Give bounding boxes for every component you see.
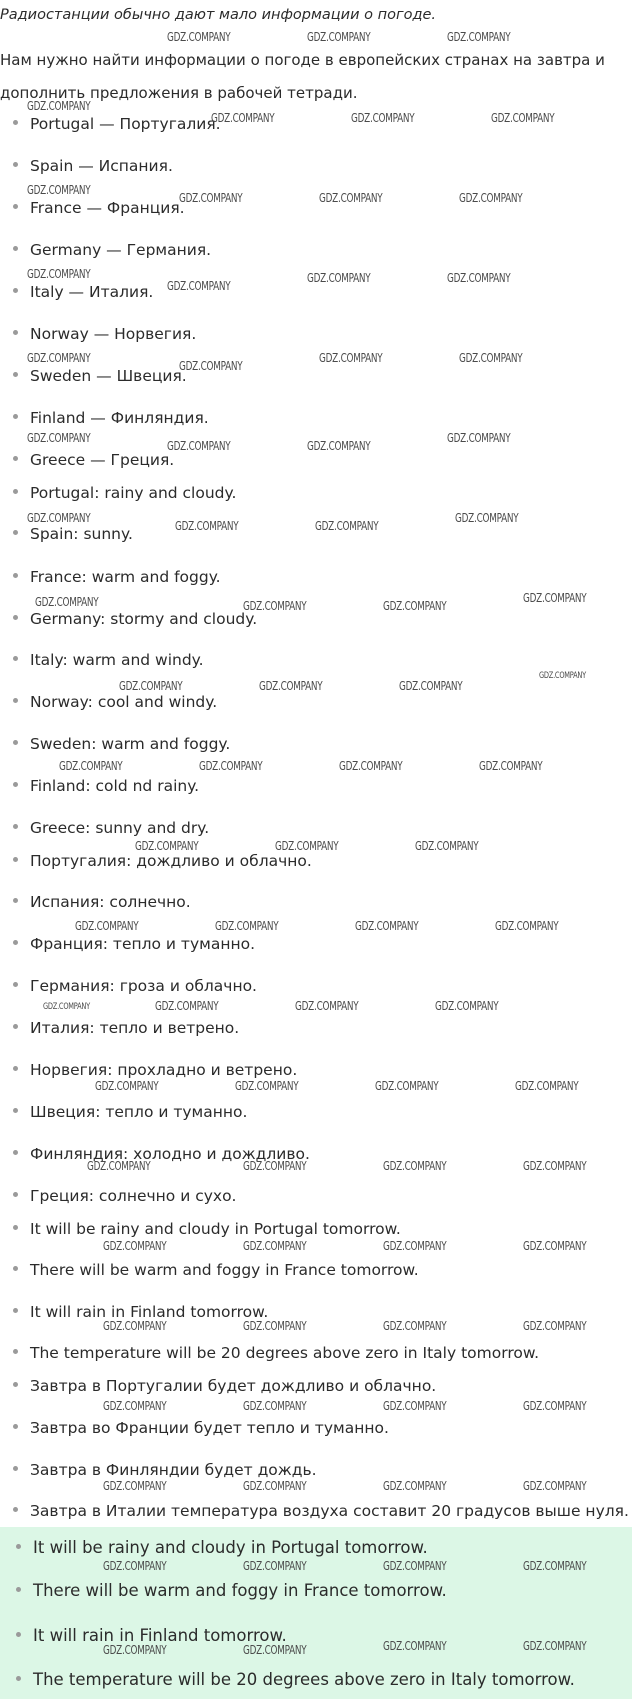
watermark: GDZ.COMPANY bbox=[211, 111, 275, 125]
bullet-icon bbox=[16, 1587, 21, 1592]
bullet-icon bbox=[13, 615, 18, 620]
watermark: GDZ.COMPANY bbox=[383, 1159, 447, 1173]
watermark: GDZ.COMPANY bbox=[179, 191, 243, 205]
watermark: GDZ.COMPANY bbox=[179, 359, 243, 373]
bullet-icon bbox=[13, 204, 18, 209]
watermark: GDZ.COMPANY bbox=[27, 99, 91, 113]
bullet-icon bbox=[13, 1192, 18, 1197]
watermark: GDZ.COMPANY bbox=[167, 439, 231, 453]
answer-item: There will be warm and foggy in France tomorrow. bbox=[16, 1579, 447, 1603]
watermark: GDZ.COMPANY bbox=[447, 431, 511, 445]
watermark: GDZ.COMPANY bbox=[383, 1319, 447, 1333]
list-item: Испания: солнечно. bbox=[13, 890, 191, 914]
watermark: GDZ.COMPANY bbox=[27, 431, 91, 445]
bullet-icon bbox=[13, 656, 18, 661]
list-item: Spain: sunny. bbox=[13, 522, 133, 546]
watermark: GDZ.COMPANY bbox=[235, 1079, 299, 1093]
watermark: GDZ.COMPANY bbox=[315, 519, 379, 533]
watermark: GDZ.COMPANY bbox=[35, 595, 99, 609]
watermark: GDZ.COMPANY bbox=[103, 1399, 167, 1413]
answer-item: It will rain in Finland tomorrow. bbox=[16, 1624, 287, 1648]
watermark: GDZ.COMPANY bbox=[155, 999, 219, 1013]
watermark: GDZ.COMPANY bbox=[319, 191, 383, 205]
watermark: GDZ.COMPANY bbox=[259, 679, 323, 693]
watermark: GDZ.COMPANY bbox=[243, 1559, 307, 1573]
watermark: GDZ.COMPANY bbox=[103, 1559, 167, 1573]
watermark: GDZ.COMPANY bbox=[243, 1159, 307, 1173]
bullet-icon bbox=[13, 1066, 18, 1071]
watermark: GDZ.COMPANY bbox=[243, 1399, 307, 1413]
bullet-icon bbox=[13, 573, 18, 578]
watermark: GDZ.COMPANY bbox=[243, 599, 307, 613]
watermark: GDZ.COMPANY bbox=[27, 267, 91, 281]
watermark: GDZ.COMPANY bbox=[399, 679, 463, 693]
watermark: GDZ.COMPANY bbox=[135, 839, 199, 853]
bullet-icon bbox=[13, 162, 18, 167]
bullet-icon bbox=[13, 456, 18, 461]
bullet-icon bbox=[13, 1266, 18, 1271]
bullet-icon bbox=[13, 288, 18, 293]
bullet-icon bbox=[13, 414, 18, 419]
watermark: GDZ.COMPANY bbox=[307, 439, 371, 453]
list-item: Португалия: дождливо и облачно. bbox=[13, 849, 312, 873]
watermark: GDZ.COMPANY bbox=[43, 1002, 90, 1012]
list-item: There will be warm and foggy in France tomorrow. bbox=[13, 1258, 419, 1282]
watermark: GDZ.COMPANY bbox=[295, 999, 359, 1013]
bullet-icon bbox=[13, 698, 18, 703]
bullet-icon bbox=[13, 1308, 18, 1313]
answer-item: It will be rainy and cloudy in Portugal tomorrow. bbox=[16, 1536, 428, 1560]
list-item: Finland: cold nd rainy. bbox=[13, 774, 199, 798]
list-item: Greece — Греция. bbox=[13, 448, 174, 472]
bullet-icon bbox=[13, 824, 18, 829]
watermark: GDZ.COMPANY bbox=[307, 271, 371, 285]
watermark: GDZ.COMPANY bbox=[523, 1239, 587, 1253]
list-item: Sweden — Швеция. bbox=[13, 364, 187, 388]
watermark: GDZ.COMPANY bbox=[523, 1479, 587, 1493]
bullet-icon bbox=[13, 898, 18, 903]
bullet-icon bbox=[16, 1676, 21, 1681]
bullet-icon bbox=[13, 530, 18, 535]
watermark: GDZ.COMPANY bbox=[95, 1079, 159, 1093]
bullet-icon bbox=[13, 120, 18, 125]
watermark: GDZ.COMPANY bbox=[383, 1399, 447, 1413]
list-item: Завтра во Франции будет тепло и туманно. bbox=[13, 1416, 389, 1440]
watermark: GDZ.COMPANY bbox=[103, 1479, 167, 1493]
watermark: GDZ.COMPANY bbox=[59, 759, 123, 773]
bullet-icon bbox=[13, 1349, 18, 1354]
watermark: GDZ.COMPANY bbox=[479, 759, 543, 773]
watermark: GDZ.COMPANY bbox=[455, 511, 519, 525]
watermark: GDZ.COMPANY bbox=[339, 759, 403, 773]
watermark: GDZ.COMPANY bbox=[215, 919, 279, 933]
watermark: GDZ.COMPANY bbox=[523, 1159, 587, 1173]
watermark: GDZ.COMPANY bbox=[383, 1559, 447, 1573]
list-item: Germany: stormy and cloudy. bbox=[13, 607, 257, 631]
bullet-icon bbox=[13, 782, 18, 787]
list-item: Greece: sunny and dry. bbox=[13, 816, 209, 840]
watermark: GDZ.COMPANY bbox=[383, 1479, 447, 1493]
list-item: It will be rainy and cloudy in Portugal tomorrow. bbox=[13, 1217, 401, 1241]
watermark: GDZ.COMPANY bbox=[119, 679, 183, 693]
list-item: Италия: тепло и ветрено. bbox=[13, 1016, 239, 1040]
watermark: GDZ.COMPANY bbox=[459, 191, 523, 205]
watermark: GDZ.COMPANY bbox=[243, 1479, 307, 1493]
bullet-icon bbox=[13, 940, 18, 945]
list-item: Франция: тепло и туманно. bbox=[13, 932, 255, 956]
list-item: Italy: warm and windy. bbox=[13, 648, 204, 672]
answer-block bbox=[0, 1527, 632, 1699]
watermark: GDZ.COMPANY bbox=[27, 183, 91, 197]
watermark: GDZ.COMPANY bbox=[523, 1399, 587, 1413]
list-item: Portugal: rainy and cloudy. bbox=[13, 481, 236, 505]
watermark: GDZ.COMPANY bbox=[383, 599, 447, 613]
watermark: GDZ.COMPANY bbox=[275, 839, 339, 853]
intro-paragraph: Нам нужно найти информации о погоде в европейских странах на завтра и дополнить предложения в рабочей тетради. bbox=[0, 51, 605, 102]
list-item: Германия: гроза и облачно. bbox=[13, 974, 257, 998]
watermark: GDZ.COMPANY bbox=[495, 919, 559, 933]
list-item: Финляндия: холодно и дождливо. bbox=[13, 1142, 310, 1166]
watermark: GDZ.COMPANY bbox=[175, 519, 239, 533]
list-item: Italy — Италия. bbox=[13, 280, 153, 304]
bullet-icon bbox=[13, 246, 18, 251]
watermark: GDZ.COMPANY bbox=[167, 279, 231, 293]
watermark: GDZ.COMPANY bbox=[27, 351, 91, 365]
list-item: The temperature will be 20 degrees above zero in Italy tomorrow. bbox=[13, 1341, 539, 1365]
list-item: France: warm and foggy. bbox=[13, 565, 221, 589]
watermark: GDZ.COMPANY bbox=[87, 1159, 151, 1173]
bullet-icon bbox=[13, 1507, 18, 1512]
bullet-icon bbox=[13, 489, 18, 494]
bullet-icon bbox=[13, 857, 18, 862]
watermark: GDZ.COMPANY bbox=[27, 511, 91, 525]
list-item: Завтра в Португалии будет дождливо и облачно. bbox=[13, 1374, 436, 1398]
watermark: GDZ.COMPANY bbox=[307, 30, 371, 44]
bullet-icon bbox=[13, 330, 18, 335]
list-item: Греция: солнечно и сухо. bbox=[13, 1184, 237, 1208]
watermark: GDZ.COMPANY bbox=[415, 839, 479, 853]
bullet-icon bbox=[13, 1424, 18, 1429]
list-item: Norway — Норвегия. bbox=[13, 322, 196, 346]
watermark: GDZ.COMPANY bbox=[523, 591, 587, 605]
bullet-icon bbox=[13, 1024, 18, 1029]
list-item: Завтра в Финляндии будет дождь. bbox=[13, 1458, 317, 1482]
watermark: GDZ.COMPANY bbox=[375, 1079, 439, 1093]
watermark: GDZ.COMPANY bbox=[103, 1239, 167, 1253]
answer-item: The temperature will be 20 degrees above zero in Italy tomorrow. bbox=[16, 1668, 575, 1692]
bullet-icon bbox=[13, 1225, 18, 1230]
list-item: It will rain in Finland tomorrow. bbox=[13, 1300, 268, 1324]
watermark: GDZ.COMPANY bbox=[523, 1559, 587, 1573]
watermark: GDZ.COMPANY bbox=[103, 1643, 167, 1657]
watermark: GDZ.COMPANY bbox=[459, 351, 523, 365]
list-item: Finland — Финляндия. bbox=[13, 406, 209, 430]
bullet-icon bbox=[13, 1150, 18, 1155]
list-item: Germany — Германия. bbox=[13, 238, 211, 262]
watermark: GDZ.COMPANY bbox=[383, 1239, 447, 1253]
watermark: GDZ.COMPANY bbox=[383, 1639, 447, 1653]
list-item: Norway: cool and windy. bbox=[13, 690, 217, 714]
watermark: GDZ.COMPANY bbox=[491, 111, 555, 125]
bullet-icon bbox=[16, 1632, 21, 1637]
watermark: GDZ.COMPANY bbox=[319, 351, 383, 365]
intro-italic-line: Радиостанции обычно дают мало информации о погоде. bbox=[0, 7, 436, 23]
list-item: Норвегия: прохладно и ветрено. bbox=[13, 1058, 297, 1082]
list-item: Sweden: warm and foggy. bbox=[13, 732, 230, 756]
watermark: GDZ.COMPANY bbox=[243, 1239, 307, 1253]
watermark: GDZ.COMPANY bbox=[523, 1319, 587, 1333]
watermark: GDZ.COMPANY bbox=[199, 759, 263, 773]
watermark: GDZ.COMPANY bbox=[351, 111, 415, 125]
watermark: GDZ.COMPANY bbox=[243, 1319, 307, 1333]
bullet-icon bbox=[13, 372, 18, 377]
bullet-icon bbox=[13, 740, 18, 745]
watermark: GDZ.COMPANY bbox=[435, 999, 499, 1013]
bullet-icon bbox=[16, 1544, 21, 1549]
bullet-icon bbox=[13, 1466, 18, 1471]
watermark: GDZ.COMPANY bbox=[447, 271, 511, 285]
bullet-icon bbox=[13, 982, 18, 987]
watermark: GDZ.COMPANY bbox=[355, 919, 419, 933]
watermark: GDZ.COMPANY bbox=[515, 1079, 579, 1093]
bullet-icon bbox=[13, 1108, 18, 1113]
watermark: GDZ.COMPANY bbox=[75, 919, 139, 933]
watermark: GDZ.COMPANY bbox=[523, 1639, 587, 1653]
watermark: GDZ.COMPANY bbox=[167, 30, 231, 44]
watermark: GDZ.COMPANY bbox=[447, 30, 511, 44]
list-item: Завтра в Италии температура воздуха составит 20 градусов выше нуля. bbox=[13, 1499, 629, 1523]
list-item: Portugal — Португалия. bbox=[13, 112, 221, 136]
watermark: GDZ.COMPANY bbox=[243, 1643, 307, 1657]
list-item: Швеция: тепло и туманно. bbox=[13, 1100, 247, 1124]
list-item: Spain — Испания. bbox=[13, 154, 173, 178]
watermark: GDZ.COMPANY bbox=[539, 671, 586, 681]
list-item: France — Франция. bbox=[13, 196, 185, 220]
bullet-icon bbox=[13, 1382, 18, 1387]
watermark: GDZ.COMPANY bbox=[103, 1319, 167, 1333]
